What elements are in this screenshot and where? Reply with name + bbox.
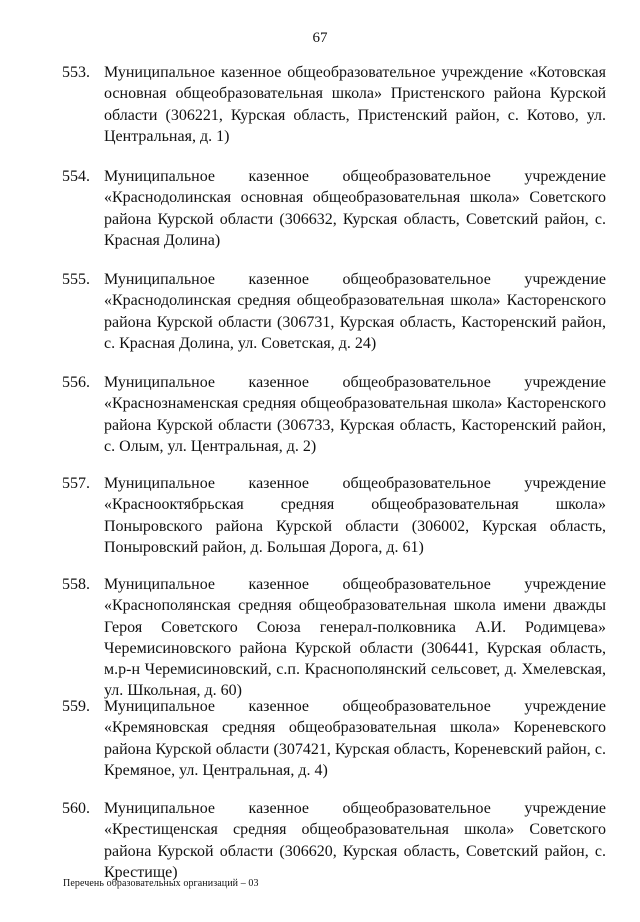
- item-number: 560.: [62, 800, 90, 817]
- page-number: 67: [312, 30, 328, 46]
- item-text: Муниципальное казенное общеобразовательное учреждение «Краснознаменская средняя общеобразовательная школа» Касторенского района Курской области (306733, Курская область, Касторенский район, с. Олым, ул. Центральная, д. 2): [104, 374, 606, 455]
- item-text: Муниципальное казенное общеобразовательное учреждение «Краснодолинская средняя общеобразовательная школа» Касторенского района Курской области (306731, Курская область, Касторенский район, с. Красная Долина, ул. Советская, д. 24): [104, 271, 606, 352]
- item-text: Муниципальное казенное общеобразовательное учреждение «Краснополянская средняя общеобразовательная школа имени дважды Героя Советского Союза генерал-полковника А.И. Родимцева» Черемисиновского района Курской области (306441, Курская область, м.р-н Черемисиновский, с.п. Краснополянский сельсовет, д. Хмелевская, ул. Школьная, д. 60): [104, 576, 606, 700]
- item-number: 558.: [62, 576, 90, 593]
- item-text: Муниципальное казенное общеобразовательное учреждение «Краснодолинская основная общеобразовательная школа» Советского района Курской области (306632, Курская область, Советский район, с. Красная Долина): [104, 168, 606, 249]
- item-number: 556.: [62, 374, 90, 391]
- item-text: Муниципальное казенное общеобразовательное учреждение «Краснооктябрьская средняя общеобразовательная школа» Поныровского района Курской области (306002, Курская область, Поныровский район, д. Большая Дорога, д. 61): [104, 475, 606, 556]
- item-number: 557.: [62, 475, 90, 492]
- item-text: Муниципальное казенное общеобразовательное учреждение «Кремяновская средняя общеобразовательная школа» Кореневского района Курской области (307421, Курская область, Кореневский район, с. Кремяное, ул. Центральная, д. 4): [104, 698, 606, 779]
- item-number: 555.: [62, 271, 90, 288]
- item-text: Муниципальное казенное общеобразовательное учреждение «Крестищенская средняя общеобразовательная школа» Советского района Курской области (306620, Курская область, Советский район, с. Крестище): [104, 800, 606, 881]
- item-number: 559.: [62, 698, 90, 715]
- item-number: 554.: [62, 168, 90, 185]
- item-number: 553.: [62, 64, 90, 81]
- document-footer: Перечень образовательных организаций – 03: [63, 878, 259, 889]
- item-text: Муниципальное казенное общеобразовательное учреждение «Котовская основная общеобразовательная школа» Пристенского района Курской области (306221, Курская область, Пристенский район, с. Котово, ул. Центральная, д. 1): [104, 64, 606, 145]
